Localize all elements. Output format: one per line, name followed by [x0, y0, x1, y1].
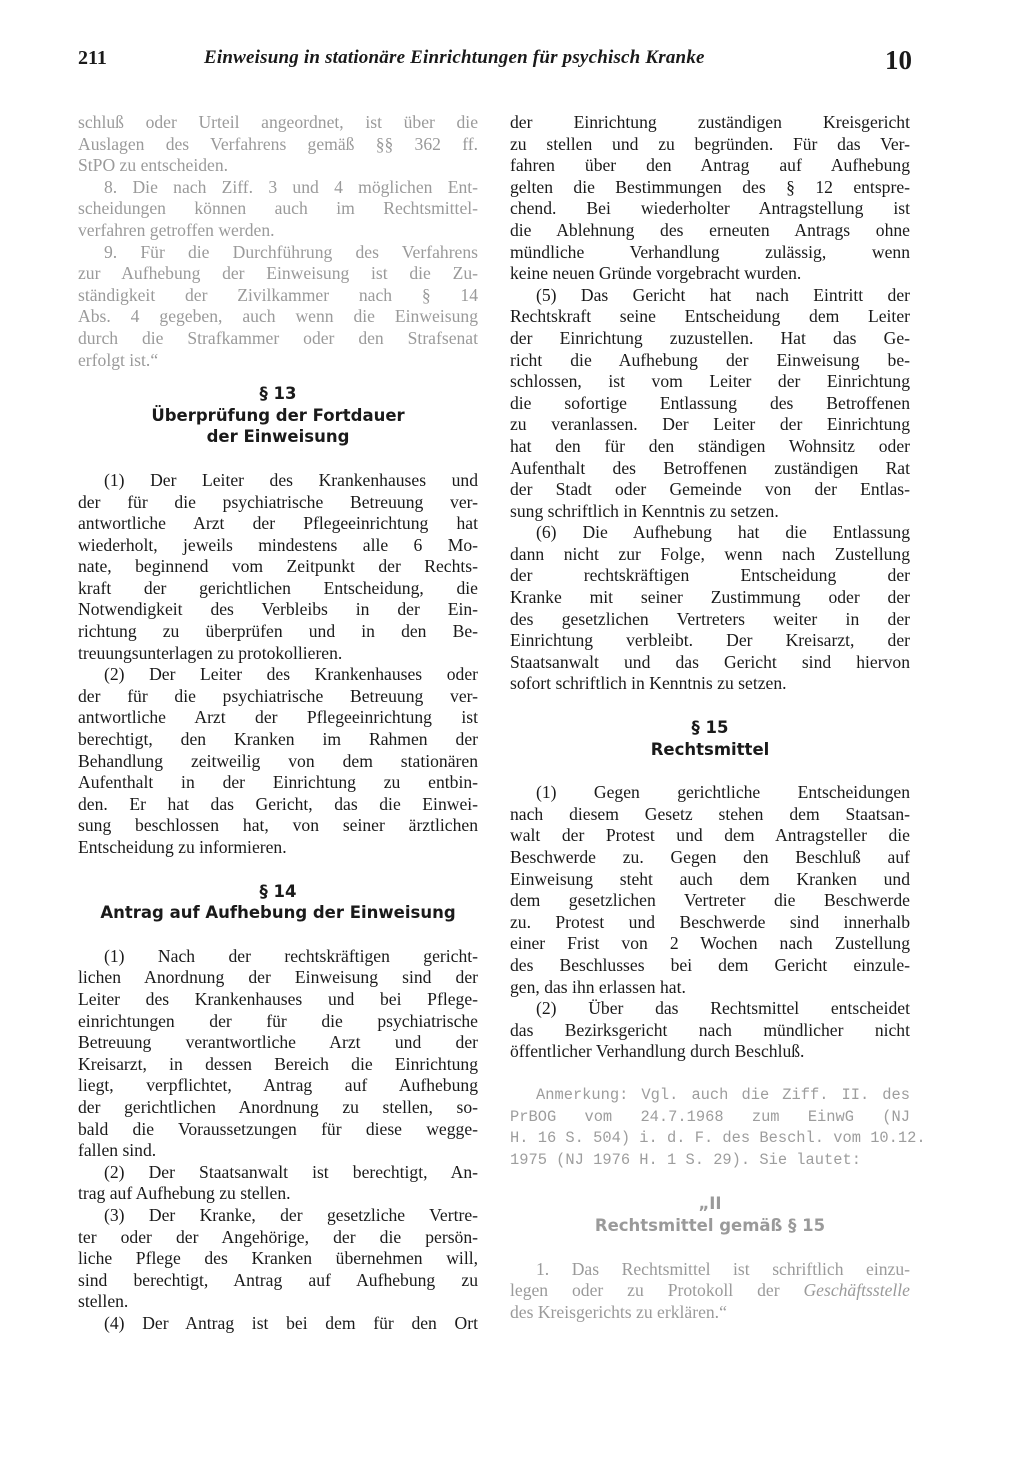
text-line: liegt, verpflichtet, Antrag auf Aufhebung: [78, 1075, 478, 1096]
text-line: öffentlicher Verhandlung durch Beschluß.: [510, 1041, 805, 1062]
page-header: [78, 45, 918, 85]
section-15-number: § 15: [691, 718, 729, 738]
text-line: der für die psychiatrische Betreuung ver-: [78, 491, 478, 512]
text-line: Betreuung verantwortliche Arzt und der: [78, 1032, 478, 1053]
text-line: ständigkeit der Zivilkammer nach § 14: [78, 284, 478, 305]
text-line: Leiter des Krankenhauses und bei Pflege-: [78, 988, 478, 1009]
text-line: sung beschlossen hat, von seiner ärztlichen: [78, 815, 478, 836]
text-line: schlossen, ist vom Leiter der Einrichtung: [510, 371, 910, 392]
section-14-paragraph-2: [78, 1162, 478, 1205]
text-line: verfahren getroffen werden.: [78, 219, 275, 240]
text-line: der Einrichtung zuzustellen. Hat das Ge-: [510, 327, 910, 348]
text-line: 8. Die nach Ziff. 3 und 4 möglichen Ent-: [104, 176, 478, 197]
text-line: (4) Der Antrag ist bei dem für den Ort: [104, 1312, 478, 1333]
text-line: chend. Bei wiederholter Antragstellung ist: [510, 198, 910, 219]
text-line: 1975 (NJ 1976 H. 1 S. 29). Sie lautet:: [510, 1150, 861, 1169]
text-line: Auslagen des Verfahrens gemäß §§ 362 ff.: [78, 133, 478, 154]
quoted-text-line-3: des Kreisgerichts zu erklären.“: [510, 1301, 727, 1322]
section-13-number: § 13: [259, 384, 297, 404]
text-line: Notwendigkeit des Verbleibs in der Ein-: [78, 599, 478, 620]
text-line: keine neuen Gründe vorgebracht wurden.: [510, 263, 802, 284]
quoted-heading: „II: [698, 1194, 722, 1214]
text-line: ter oder der Angehörige, der die persön-: [78, 1226, 478, 1247]
text-line: 9. Für die Durchführung des Verfahrens: [104, 241, 478, 262]
text-line: Kranke mit seiner Zustimmung oder der: [510, 587, 910, 608]
text-line: der Einrichtung zuständigen Kreisgericht: [510, 112, 910, 132]
text-line: Abs. 4 gegeben, auch wenn die Einweisung: [78, 306, 478, 327]
text-line: (1) Nach der rechtskräftigen gericht-: [104, 945, 478, 966]
text-line: der Stadt oder Gemeinde von der Entlas-: [510, 479, 910, 500]
text-line: gen, das ihn erlassen hat.: [510, 976, 686, 997]
text-line: der für die psychiatrische Betreuung ver-: [78, 685, 478, 706]
text-line: zu. Protest und Beschwerde sind innerhalb: [510, 911, 910, 932]
text-line: (1) Der Leiter des Krankenhauses und: [104, 469, 478, 490]
left-column: [78, 112, 478, 1334]
running-title: Einweisung in stationäre Einrichtungen für psychisch Kranke: [204, 47, 705, 68]
section-14-paragraph-3: [78, 1205, 478, 1313]
editorial-note: [510, 1085, 926, 1171]
text-line: Entscheidung zu informieren.: [78, 837, 287, 857]
quoted-annotation-continued: [78, 112, 478, 371]
text-line: bald die Voraussetzungen für diese wegge-: [78, 1118, 478, 1139]
right-column: [510, 112, 926, 1323]
text-line: der rechtskräftigen Entscheidung der: [510, 565, 910, 586]
text-line: Aufenthalt des Betroffenen zuständigen Rat: [510, 457, 910, 478]
text-line: richt die Aufhebung der Einweisung be-: [510, 349, 910, 370]
text-line: (2) Der Leiter des Krankenhauses oder: [104, 664, 478, 685]
text-line: sofort schriftlich in Kenntnis zu setzen.: [510, 673, 787, 694]
text-line: des gesetzlichen Vertreters weiter in der: [510, 608, 910, 629]
quoted-text-line-2: [510, 1280, 910, 1302]
text-line: lichen Anordnung der Einweisung sind der: [78, 967, 478, 988]
text-line: sung schriftlich in Kenntnis zu setzen.: [510, 500, 779, 521]
section-15-paragraph-2: [510, 998, 910, 1063]
section-14-paragraph-4: [78, 1313, 478, 1335]
text-line: antwortliche Arzt der Pflegeeinrichtung hat: [78, 513, 478, 534]
text-line: zu stellen und zu begründen. Für das Ver-: [510, 133, 910, 154]
text-line: dann nicht zur Folge, wenn nach Zustellung: [510, 543, 910, 564]
section-14-number: § 14: [259, 881, 297, 901]
text-line: Rechtskraft seine Entscheidung dem Leiter: [510, 306, 910, 327]
text-line: liche Pflege des Kranken übernehmen will,: [78, 1248, 478, 1269]
text-line: zu veranlassen. Der Leiter der Einrichtung: [510, 414, 910, 435]
text-line: nach diesem Gesetz stehen dem Staatsan-: [510, 803, 910, 824]
chapter-number: 10: [885, 45, 912, 75]
page-number: 211: [78, 47, 107, 69]
quoted-text-line-2a: legen oder zu Protokoll der: [510, 1280, 804, 1301]
text-line: Einweisung steht auch dem Kranken und: [510, 868, 910, 889]
text-line: zur Aufhebung der Einweisung ist die Zu-: [78, 263, 478, 284]
text-line: sind berechtigt, Antrag auf Aufhebung zu: [78, 1269, 478, 1290]
section-13-title-line-2: der Einweisung: [206, 427, 350, 447]
text-line: (6) Die Aufhebung hat die Entlassung: [536, 522, 910, 543]
quoted-text-line-2b: Geschäftsstelle: [803, 1280, 910, 1301]
text-line: einrichtungen der für die psychiatrische: [78, 1010, 478, 1031]
text-line: dem gesetzlichen Vertreter die Beschwerde: [510, 890, 910, 911]
section-13-paragraph-2: [78, 664, 478, 858]
text-line: durch die Strafkammer oder den Strafsenat: [78, 327, 478, 348]
text-line: H. 16 S. 504) i. d. F. des Beschl. vom 10.12.: [510, 1129, 926, 1148]
text-line: mündliche Verhandlung zulässig, wenn: [510, 241, 910, 262]
text-line: gelten die Bestimmungen des § 12 entspre-: [510, 176, 910, 197]
text-line: Staatsanwalt und das Gericht sind hiervon: [510, 651, 910, 672]
text-line: hat den für den ständigen Wohnsitz oder: [510, 435, 910, 456]
quoted-text: [510, 1259, 910, 1324]
text-line: fahren über den Antrag auf Aufhebung: [510, 155, 910, 176]
text-line: Beschwerde zu. Gegen den Beschluß auf: [510, 847, 910, 867]
text-line: einer Frist von 2 Wochen nach Zustellung: [510, 933, 910, 954]
text-line: Aufenthalt in der Einrichtung zu entbin-: [78, 772, 478, 793]
text-line: fallen sind.: [78, 1140, 157, 1161]
text-line: (2) Über das Rechtsmittel entscheidet: [536, 998, 910, 1019]
text-line: das Bezirksgericht nach mündlicher nicht: [510, 1019, 910, 1040]
text-line: die Ablehnung des erneuten Antrags ohne: [510, 219, 910, 240]
text-line: (2) Der Staatsanwalt ist berechtigt, An-: [104, 1161, 478, 1182]
section-14-paragraph-4-continued: [510, 112, 910, 285]
text-line: der gerichtlichen Anordnung zu stellen, so-: [78, 1096, 478, 1117]
text-line: treuungsunterlagen zu protokollieren.: [78, 642, 343, 663]
section-14-paragraph-6: [510, 522, 910, 695]
text-line: antwortliche Arzt der Pflegeeinrichtung ist: [78, 707, 478, 728]
text-line: (3) Der Kranke, der gesetzliche Vertre-: [104, 1204, 478, 1225]
section-15-title: Rechtsmittel: [650, 739, 770, 759]
text-line: stellen.: [78, 1291, 129, 1312]
text-line: die sofortige Entlassung des Betroffenen: [510, 392, 910, 413]
text-line: StPO zu entscheiden.: [78, 155, 229, 176]
text-line: PrBOG vom 24.7.1968 zum EinwG (NJ: [510, 1107, 910, 1126]
text-line: wiederholt, jeweils mindestens alle 6 Mo-: [78, 534, 478, 555]
text-line: (1) Gegen gerichtliche Entscheidungen: [536, 782, 910, 803]
text-line: scheidungen können auch im Rechtsmittel-: [78, 198, 478, 219]
section-14-paragraph-1: [78, 946, 478, 1162]
text-line: des Beschlusses bei dem Gericht einzule-: [510, 954, 910, 975]
text-line: (5) Das Gericht hat nach Eintritt der: [536, 284, 910, 305]
section-15-paragraph-1: [510, 782, 910, 998]
section-14-title: Antrag auf Aufhebung der Einweisung: [100, 903, 456, 923]
text-line: nate, beginnend vom Zeitpunkt der Rechts-: [78, 556, 478, 577]
text-line: Behandlung zeitweilig von dem stationären: [78, 750, 478, 771]
text-line: den. Er hat das Gericht, das die Einwei-: [78, 793, 478, 814]
text-line: richtung zu überprüfen und in den Be-: [78, 621, 478, 642]
text-line: Einrichtung verbleibt. Der Kreisarzt, der: [510, 630, 910, 651]
text-line: Anmerkung: Vgl. auch die Ziff. II. des: [536, 1085, 910, 1104]
section-13-title-line-1: Überprüfung der Fortdauer: [151, 405, 405, 425]
section-13-paragraph-1: [78, 470, 478, 664]
text-line: berechtigt, den Kranken im Rahmen der: [78, 729, 478, 750]
text-line: trag auf Aufhebung zu stellen.: [78, 1183, 291, 1204]
text-line: erfolgt ist.“: [78, 349, 159, 370]
quoted-title: Rechtsmittel gemäß § 15: [594, 1215, 826, 1235]
section-14-paragraph-5: [510, 285, 910, 523]
text-line: kraft der gerichtlichen Entscheidung, die: [78, 577, 478, 598]
text-line: Kreisarzt, in dessen Bereich die Einrichtung: [78, 1053, 478, 1074]
quoted-text-line-1: 1. Das Rechtsmittel ist schriftlich einzu-: [536, 1258, 910, 1279]
text-line: walt der Protest und dem Antragsteller die: [510, 825, 910, 846]
text-line: schluß oder Urteil angeordnet, ist über die: [78, 112, 478, 132]
